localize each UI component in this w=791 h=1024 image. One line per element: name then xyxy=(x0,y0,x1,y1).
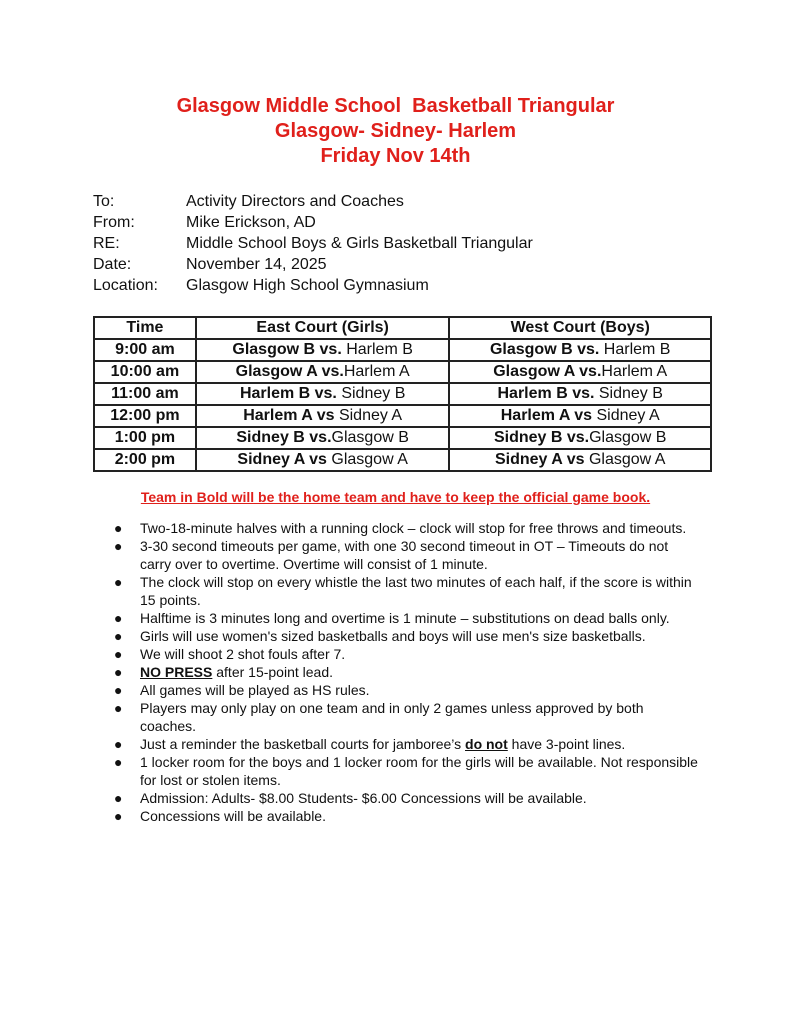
away-team: Glasgow B xyxy=(331,429,409,446)
west-game-cell xyxy=(449,427,711,449)
memo-header xyxy=(93,191,533,296)
rule-text: Two-18-minute halves with a running clock – clock will stop for free throws and timeouts. xyxy=(140,520,687,536)
rule-text: Just a reminder the basketball courts for jamboree’s xyxy=(140,736,466,752)
home-team: Glasgow A vs. xyxy=(493,363,602,380)
rule-text: We will shoot 2 shot fouls after 7. xyxy=(140,646,346,662)
away-team: Sidney A xyxy=(592,407,660,424)
bullet-icon: ● xyxy=(114,682,123,698)
rule-text: All games will be played as HS rules. xyxy=(140,682,370,698)
bullet-icon: ● xyxy=(114,646,123,662)
list-item xyxy=(114,573,699,609)
east-game-cell xyxy=(196,427,450,449)
away-team: Sidney B xyxy=(336,385,406,402)
away-team: Harlem A xyxy=(601,363,668,380)
list-item xyxy=(114,699,699,735)
list-item xyxy=(114,807,699,825)
time-cell: 9:00 am xyxy=(94,339,196,361)
list-item xyxy=(114,627,699,645)
title-block xyxy=(0,94,791,169)
title-line-1: Glasgow Middle School Basketball Triangular xyxy=(176,95,615,117)
column-header-west: West Court (Boys) xyxy=(449,317,711,339)
time-cell: 10:00 am xyxy=(94,361,196,383)
memo-row-to xyxy=(93,191,533,212)
bullet-icon: ● xyxy=(114,736,123,752)
west-game-cell xyxy=(449,449,711,471)
rule-text: Girls will use women's sized basketballs and boys will use men's size basketballs. xyxy=(140,628,646,644)
memo-row-date xyxy=(93,254,533,275)
list-item xyxy=(114,519,699,537)
memo-value: November 14, 2025 xyxy=(186,256,327,273)
home-team: Harlem A vs xyxy=(500,407,593,424)
list-item xyxy=(114,645,699,663)
memo-value: Activity Directors and Coaches xyxy=(186,193,404,210)
memo-label: From: xyxy=(93,214,135,231)
time-cell: 11:00 am xyxy=(94,383,196,405)
home-team: Harlem A vs xyxy=(243,407,335,424)
away-team: Glasgow A xyxy=(584,451,666,468)
title-line-3: Friday Nov 14th xyxy=(320,145,471,167)
table-row xyxy=(94,427,711,449)
bullet-icon: ● xyxy=(114,700,123,716)
home-team: Sidney B vs. xyxy=(493,429,590,446)
list-item xyxy=(114,789,699,807)
rule-text: Players may only play on one team and in only 2 games unless approved by both coaches. xyxy=(140,700,644,734)
home-team: Sidney A vs xyxy=(237,451,327,468)
memo-row-location xyxy=(93,275,533,296)
home-team: Sidney A vs xyxy=(494,451,585,468)
memo-row-from xyxy=(93,212,533,233)
table-header-row xyxy=(94,317,711,339)
east-game-cell xyxy=(196,383,450,405)
home-team: Glasgow B vs. xyxy=(232,341,342,358)
west-game-cell xyxy=(449,405,711,427)
bullet-icon: ● xyxy=(114,628,123,644)
schedule-table xyxy=(93,316,712,472)
table-row xyxy=(94,449,711,471)
memo-value: Middle School Boys & Girls Basketball Triangular xyxy=(186,235,533,252)
list-item xyxy=(114,681,699,699)
east-game-cell xyxy=(196,361,450,383)
west-game-cell xyxy=(449,383,711,405)
away-team: Harlem B xyxy=(599,341,671,358)
rule-text: Concessions will be available. xyxy=(140,808,326,824)
rule-text: Admission: Adults- $8.00 Students- $6.00 Concessions will be available. xyxy=(140,790,587,806)
rule-text: 3-30 second timeouts per game, with one 30 second timeout in OT – Timeouts do not carry over to overtime. Overtime will consist of 1 minute. xyxy=(140,538,669,572)
away-team: Harlem A xyxy=(343,363,410,380)
table-row xyxy=(94,339,711,361)
away-team: Sidney B xyxy=(594,385,663,402)
list-item xyxy=(114,609,699,627)
list-item xyxy=(114,663,699,681)
away-team: Harlem B xyxy=(341,341,413,358)
away-team: Glasgow A xyxy=(326,451,408,468)
away-team: Glasgow B xyxy=(589,429,667,446)
home-team-notice: Team in Bold will be the home team and have to keep the official game book. xyxy=(140,489,651,505)
rule-text: have 3-point lines. xyxy=(507,736,626,752)
column-header-time: Time xyxy=(94,317,196,339)
memo-value: Mike Erickson, AD xyxy=(186,214,316,231)
bullet-icon: ● xyxy=(114,574,123,590)
bullet-icon: ● xyxy=(114,520,123,536)
memo-label: Location: xyxy=(93,277,158,294)
table-row xyxy=(94,383,711,405)
rule-text: The clock will stop on every whistle the last two minutes of each half, if the score is within 15 points. xyxy=(140,574,692,608)
memo-row-re xyxy=(93,233,533,254)
memo-value: Glasgow High School Gymnasium xyxy=(186,277,429,294)
home-team: Harlem B vs. xyxy=(239,385,337,402)
rule-emphasis: NO PRESS xyxy=(140,664,213,680)
bullet-icon: ● xyxy=(114,754,123,770)
bullet-icon: ● xyxy=(114,610,123,626)
west-game-cell xyxy=(449,361,711,383)
rule-text: after 15-point lead. xyxy=(212,664,333,680)
away-team: Sidney A xyxy=(334,407,403,424)
table-row xyxy=(94,405,711,427)
rule-text: 1 locker room for the boys and 1 locker room for the girls will be available. Not responsible for lost or stolen items. xyxy=(140,754,698,788)
bullet-icon: ● xyxy=(114,808,123,824)
time-cell: 12:00 pm xyxy=(94,405,196,427)
list-item xyxy=(114,753,699,789)
time-cell: 1:00 pm xyxy=(94,427,196,449)
title-line-2: Glasgow- Sidney- Harlem xyxy=(274,120,517,142)
memo-label: To: xyxy=(93,193,115,210)
home-team: Glasgow A vs. xyxy=(235,363,344,380)
memo-label: Date: xyxy=(93,256,132,273)
rule-emphasis: do not xyxy=(465,736,508,752)
column-header-east: East Court (Girls) xyxy=(196,317,450,339)
memo-label: RE: xyxy=(93,235,120,252)
bullet-icon: ● xyxy=(114,538,123,554)
table-row xyxy=(94,361,711,383)
bullet-icon: ● xyxy=(114,664,123,680)
rules-list xyxy=(114,519,699,825)
home-team: Glasgow B vs. xyxy=(489,341,600,358)
home-team: Sidney B vs. xyxy=(236,429,332,446)
home-team: Harlem B vs. xyxy=(497,385,595,402)
east-game-cell xyxy=(196,339,450,361)
list-item xyxy=(114,735,699,753)
east-game-cell xyxy=(196,449,450,471)
rule-text: Halftime is 3 minutes long and overtime is 1 minute – substitutions on dead balls only. xyxy=(140,610,670,626)
east-game-cell xyxy=(196,405,450,427)
bullet-icon: ● xyxy=(114,790,123,806)
list-item xyxy=(114,537,699,573)
west-game-cell xyxy=(449,339,711,361)
time-cell: 2:00 pm xyxy=(94,449,196,471)
